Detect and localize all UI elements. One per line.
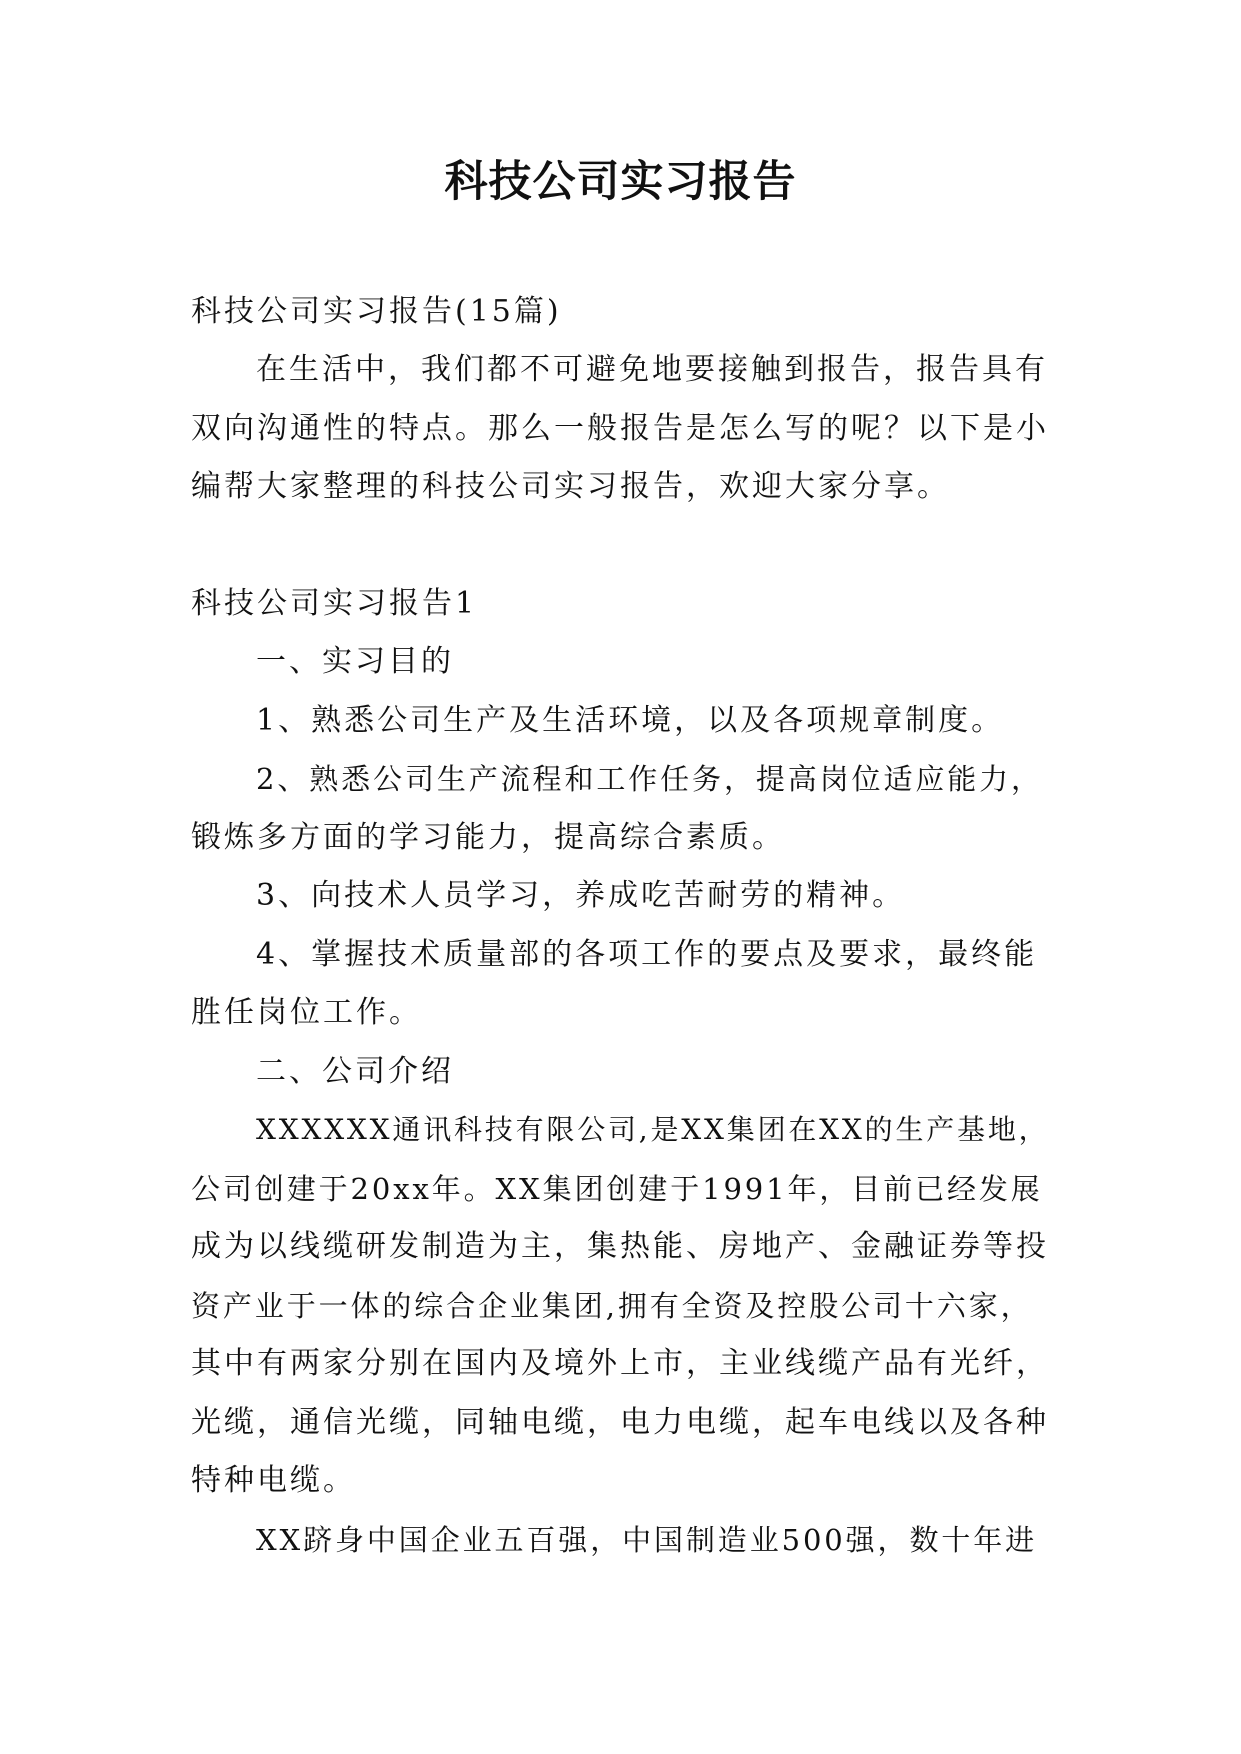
- intro-line: 在生活中，我们都不可避免地要接触到报告，报告具有: [256, 352, 1048, 387]
- paragraph-line: 资产业于一体的综合企业集团,拥有全资及控股公司十六家，: [191, 1289, 1033, 1323]
- document-title: 科技公司实习报告: [444, 157, 797, 207]
- paragraph-line: 胜任岗位工作。: [191, 995, 422, 1030]
- paragraph-line: 成为以线缆研发制造为主，集热能、房地产、金融证券等投: [191, 1229, 1049, 1264]
- paragraph-line: XXXXXX通讯科技有限公司,是XX集团在XX的生产基地，: [256, 1113, 1050, 1146]
- paragraph-line: 公司创建于20xx年。XX集团创建于1991年，目前已经发展: [191, 1172, 1043, 1206]
- subsection-heading: 一、实习目的: [256, 644, 454, 679]
- paragraph-line: 2、熟悉公司生产流程和工作任务，提高岗位适应能力，: [256, 762, 1043, 796]
- paragraph-line: 3、向技术人员学习，养成吃苦耐劳的精神。: [256, 878, 906, 913]
- paragraph-line: 特种电缆。: [191, 1463, 356, 1498]
- paragraph-line: 光缆，通信光缆，同轴电缆，电力电缆，起车电线以及各种: [191, 1405, 1049, 1440]
- subsection-heading: 二、公司介绍: [256, 1054, 454, 1089]
- intro-line: 双向沟通性的特点。那么一般报告是怎么写的呢？以下是小: [191, 411, 1049, 446]
- intro-line: 编帮大家整理的科技公司实习报告，欢迎大家分享。: [191, 469, 950, 504]
- paragraph-line: 锻炼多方面的学习能力，提高综合素质。: [191, 820, 785, 855]
- paragraph-line: 4、掌握技术质量部的各项工作的要点及要求，最终能: [256, 937, 1038, 972]
- paragraph-line: 其中有两家分别在国内及境外上市，主业线缆产品有光纤，: [191, 1346, 1049, 1381]
- section-heading: 科技公司实习报告1: [191, 586, 478, 621]
- paragraph-line: 1、熟悉公司生产及生活环境，以及各项规章制度。: [256, 703, 1005, 738]
- subtitle-line: 科技公司实习报告(15篇): [191, 294, 562, 329]
- paragraph-line: XX跻身中国企业五百强，中国制造业500强，数十年进: [256, 1523, 1038, 1557]
